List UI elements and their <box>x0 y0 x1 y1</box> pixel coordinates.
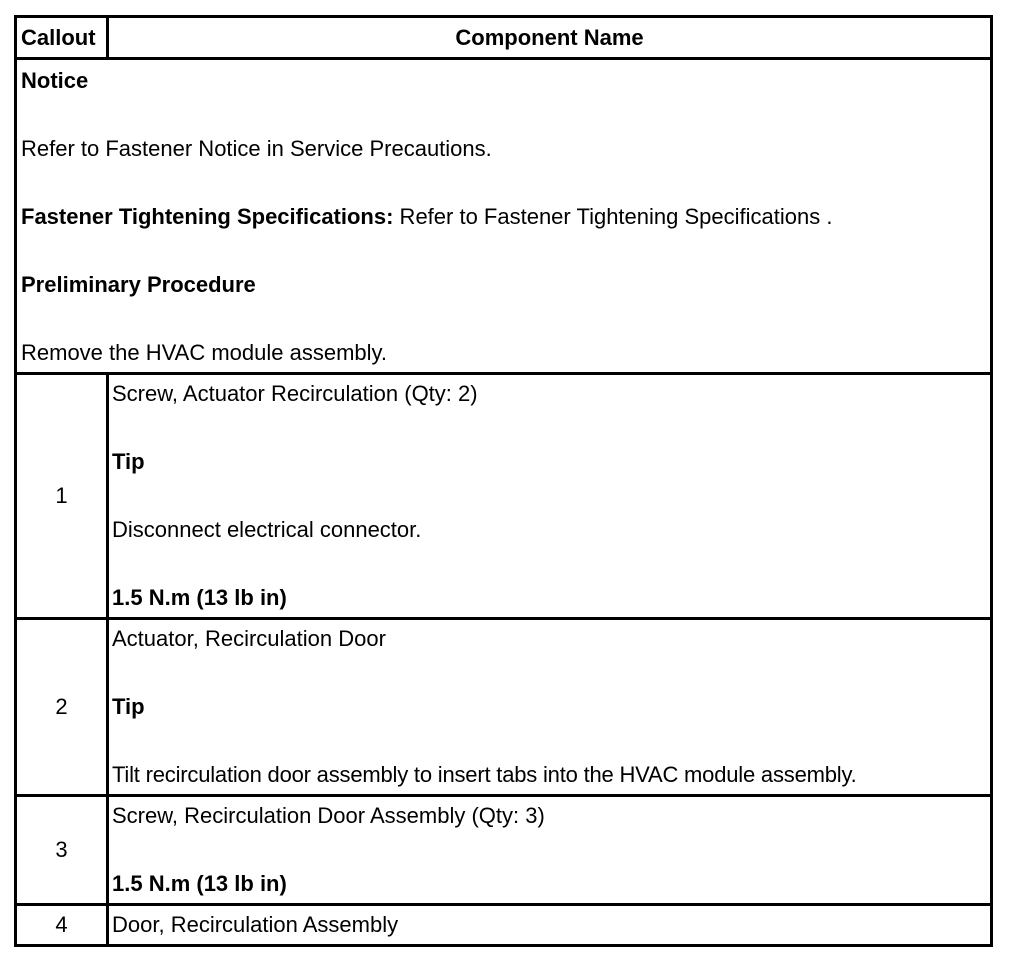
table-row <box>16 619 992 796</box>
callout-number: 2 <box>16 619 108 796</box>
torque-spec: 1.5 N.m (13 lb in) <box>112 585 287 610</box>
component-cell <box>108 374 992 619</box>
component-name: Actuator, Recirculation Door <box>112 626 386 651</box>
component-cell <box>108 796 992 905</box>
fastener-spec-text: Refer to Fastener Tightening Specifications . <box>393 204 833 229</box>
table-header-row <box>16 17 992 59</box>
component-table <box>14 15 993 947</box>
component-name: Screw, Actuator Recirculation (Qty: 2) <box>112 381 478 406</box>
table-row <box>16 374 992 619</box>
preliminary-procedure-title: Preliminary Procedure <box>21 272 256 297</box>
component-name: Door, Recirculation Assembly <box>112 912 399 937</box>
preliminary-procedure-text: Remove the HVAC module assembly. <box>21 340 387 365</box>
notice-title: Notice <box>21 68 89 93</box>
table-row <box>16 796 992 905</box>
table-row <box>16 905 992 946</box>
callout-number: 1 <box>16 374 108 619</box>
tip-text: Tilt recirculation door assembly to insert tabs into the HVAC module assembly. <box>112 762 857 787</box>
tip-text: Disconnect electrical connector. <box>112 517 422 542</box>
fastener-spec-line <box>21 200 990 234</box>
torque-spec: 1.5 N.m (13 lb in) <box>112 871 287 896</box>
fastener-spec-label: Fastener Tightening Specifications: <box>21 204 394 229</box>
component-cell <box>108 619 992 796</box>
component-cell <box>108 905 992 946</box>
callout-number: 4 <box>16 905 108 946</box>
tip-label: Tip <box>112 694 145 719</box>
notice-refer-text: Refer to Fastener Notice in Service Precautions. <box>21 136 492 161</box>
tip-label: Tip <box>112 449 145 474</box>
callout-column-header: Callout <box>16 17 108 59</box>
callout-number: 3 <box>16 796 108 905</box>
component-name: Screw, Recirculation Door Assembly (Qty: 3) <box>112 803 545 828</box>
notice-row <box>16 59 992 374</box>
notice-cell <box>16 59 992 374</box>
component-name-column-header: Component Name <box>108 17 992 59</box>
